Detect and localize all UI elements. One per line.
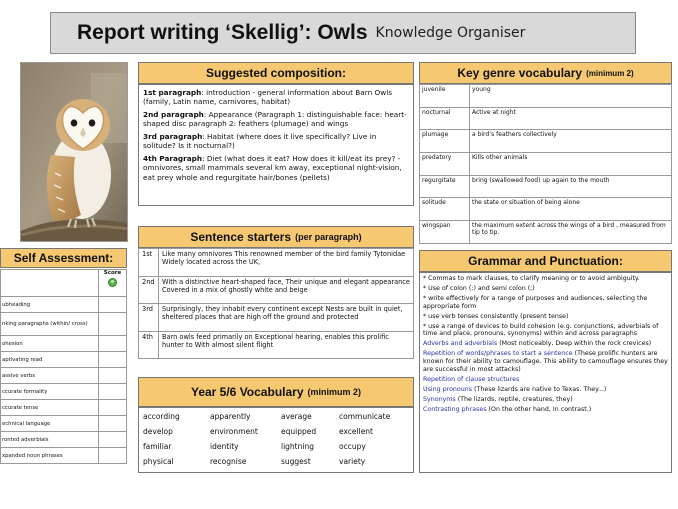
table-row bbox=[1, 270, 127, 297]
paragraph-label: 3rd paragraph bbox=[143, 132, 203, 141]
score-cell[interactable] bbox=[99, 352, 127, 368]
grammar-item-text: (On the other hand, In contrast.) bbox=[486, 405, 592, 413]
vocab-table bbox=[419, 84, 672, 244]
year56-vocab-panel bbox=[138, 407, 414, 473]
paragraph-number: 3rd bbox=[139, 304, 159, 332]
self-assessment-heading: Self Assessment: bbox=[0, 248, 127, 268]
vocab-word: excellent bbox=[339, 427, 374, 436]
composition-heading-text: Suggested composition: bbox=[205, 66, 346, 80]
vocab-word: variety bbox=[339, 457, 366, 466]
title-subtitle: Knowledge Organiser bbox=[375, 25, 526, 41]
barn-owl-photo bbox=[20, 62, 128, 242]
grammar-item-text: * Use of colon (:) and semi colon (;) bbox=[423, 285, 535, 292]
vocab-term: regurgitate bbox=[420, 175, 470, 198]
grammar-item-text: (These prolific hunters are known for their ability to camouflage. This ability to camouflage ensures they are successful in most attacks) bbox=[423, 350, 668, 373]
score-header-cell bbox=[99, 270, 127, 297]
grammar-item-label: Repetition of words/phrases to start a sentence bbox=[423, 350, 573, 358]
title-main: Report writing ‘Skellig’: Owls bbox=[77, 21, 368, 44]
grammar-panel bbox=[419, 272, 672, 473]
vocab-word: apparently bbox=[210, 412, 251, 421]
sentence-starters-note: (per paragraph) bbox=[295, 232, 362, 242]
vocab-definition: a bird’s feathers collectively bbox=[470, 130, 672, 153]
vocab-definition: Active at night bbox=[470, 107, 672, 130]
composition-paragraph-2 bbox=[143, 110, 409, 129]
criterion-label: ccurate formality bbox=[1, 384, 99, 400]
grammar-item bbox=[423, 275, 668, 283]
table-row bbox=[1, 432, 127, 448]
grammar-item bbox=[423, 285, 668, 293]
grammar-item bbox=[423, 406, 668, 414]
vocab-word: average bbox=[281, 412, 312, 421]
starter-text: Barn owls feed primarily on Exceptional hearing, enables this prolific hunter to With almost silent flight bbox=[159, 331, 414, 359]
grammar-item bbox=[423, 396, 668, 404]
vocab-term: juvenile bbox=[420, 85, 470, 108]
year56-heading-note: (minimum 2) bbox=[307, 387, 362, 397]
vocab-definition: bring (swallowed food) up again to the mouth bbox=[470, 175, 672, 198]
grammar-item-text: * use a range of devices to build cohesion (e.g. conjunctions, adverbials of time and place, pronouns, synonyms) within and across paragraphs bbox=[423, 322, 659, 338]
year56-heading-text: Year 5/6 Vocabulary bbox=[190, 385, 304, 399]
score-cell[interactable] bbox=[99, 400, 127, 416]
table-row bbox=[139, 331, 414, 359]
grammar-item bbox=[423, 340, 668, 348]
table-row bbox=[139, 304, 414, 332]
paragraph-text: : introduction - general information about Barn Owls (family, Latin name, carnivores, habitat) bbox=[143, 88, 393, 107]
paragraph-number: 4th bbox=[139, 331, 159, 359]
starter-text: With a distinctive heart-shaped face, Their unique and elegant appearance Covered in a mix of ghostly white and beige bbox=[159, 276, 414, 304]
grammar-item bbox=[423, 350, 668, 373]
page-title bbox=[50, 12, 636, 54]
starter-text: Like many omnivores This renowned member of the bird family Tytonidae Widely located across the UK, bbox=[159, 249, 414, 277]
score-label: Score bbox=[103, 270, 122, 276]
table-row bbox=[1, 336, 127, 352]
grammar-heading bbox=[419, 250, 672, 272]
paragraph-text: : Diet (what does it eat? How does it kill/eat its prey? - omnivores, small mammals several km away, exceptional night-vision, eat prey whole and regurgitate hair/bones (pellets) bbox=[143, 154, 402, 182]
score-cell[interactable] bbox=[99, 336, 127, 352]
sentence-starters-heading bbox=[138, 226, 414, 248]
vocab-word: environment bbox=[210, 427, 258, 436]
criteria-header-cell bbox=[1, 270, 99, 297]
table-row bbox=[139, 249, 414, 277]
vocab-definition: the maximum extent across the wings of a bird , measured from tip to tip. bbox=[470, 221, 672, 244]
paragraph-text: : Habitat (where does it live specifically? Live in solitude? Is it nocturnal?) bbox=[143, 132, 377, 151]
grammar-item-text: * write effectively for a range of purposes and audiences, selecting the appropriate form bbox=[423, 295, 648, 310]
vocab-word: lightning bbox=[281, 442, 314, 451]
vocab-word: suggest bbox=[281, 457, 311, 466]
year56-vocab-heading bbox=[138, 377, 414, 407]
paragraph-number: 1st bbox=[139, 249, 159, 277]
table-row bbox=[1, 416, 127, 432]
vocab-term: predatory bbox=[420, 153, 470, 176]
self-assessment-table bbox=[0, 269, 127, 464]
table-row bbox=[420, 153, 672, 176]
table-row bbox=[1, 384, 127, 400]
table-row bbox=[420, 175, 672, 198]
vocab-term: wingspan bbox=[420, 221, 470, 244]
table-row bbox=[420, 198, 672, 221]
paragraph-label: 1st paragraph bbox=[143, 88, 202, 97]
vocab-word: develop bbox=[143, 427, 173, 436]
score-cell[interactable] bbox=[99, 297, 127, 313]
grammar-item-label: Contrasting phrases bbox=[423, 405, 487, 413]
score-cell[interactable] bbox=[99, 448, 127, 464]
score-cell[interactable] bbox=[99, 432, 127, 448]
grammar-item-label: Repetition of clause structures bbox=[423, 375, 520, 383]
composition-heading bbox=[138, 62, 414, 84]
vocab-word: identity bbox=[210, 442, 239, 451]
paragraph-text: : Appearance (Paragraph 1: distinguishable face: heart-shaped disc paragraph 2: feathers (plumage) and wings bbox=[143, 110, 407, 129]
grammar-item bbox=[423, 386, 668, 394]
criterion-label: ronted adverbials bbox=[1, 432, 99, 448]
score-cell[interactable] bbox=[99, 416, 127, 432]
composition-panel bbox=[138, 84, 414, 206]
table-row bbox=[420, 221, 672, 244]
grammar-item-text: (These lizards are native to Texas. They...) bbox=[472, 385, 607, 393]
vocab-term: solitude bbox=[420, 198, 470, 221]
vocab-heading-note: (minimum 2) bbox=[586, 68, 634, 78]
sentence-starters-table bbox=[138, 248, 414, 359]
grammar-item-label: Synonyms bbox=[423, 395, 456, 403]
vocab-word: recognise bbox=[210, 457, 247, 466]
starter-text: Surprisingly, they inhabit every continent except Nests are built in quiet, sheltered places that are high off the ground and protected bbox=[159, 304, 414, 332]
vocab-word: equipped bbox=[281, 427, 317, 436]
paragraph-label: 2nd paragraph bbox=[143, 110, 204, 119]
vocab-heading-text: Key genre vocabulary bbox=[457, 66, 583, 80]
vocab-heading bbox=[419, 62, 672, 84]
vocab-word: occupy bbox=[339, 442, 366, 451]
grammar-item-text: * use verb tenses consistently (present tense) bbox=[423, 312, 569, 320]
vocab-term: nocturnal bbox=[420, 107, 470, 130]
table-row bbox=[420, 107, 672, 130]
composition-paragraph-4 bbox=[143, 154, 409, 182]
table-row bbox=[1, 448, 127, 464]
grammar-item bbox=[423, 376, 668, 384]
green-circle-icon bbox=[108, 278, 117, 287]
criterion-label: ohesion bbox=[1, 336, 99, 352]
barn-owl-illustration bbox=[21, 63, 128, 242]
criterion-label: xpanded noun phrases bbox=[1, 448, 99, 464]
vocab-word: communicate bbox=[339, 412, 391, 421]
criterion-label: echnical language bbox=[1, 416, 99, 432]
criterion-label: aptivating read bbox=[1, 352, 99, 368]
sentence-starters-heading-text: Sentence starters bbox=[190, 230, 292, 244]
grammar-item-text: (Most noticeably, Deep within the rock crevices) bbox=[497, 340, 652, 348]
grammar-item-text: * Commas to mark clauses, to clarify meaning or to avoid ambiguity. bbox=[423, 275, 640, 282]
score-cell[interactable] bbox=[99, 313, 127, 336]
vocab-definition: young bbox=[470, 85, 672, 108]
paragraph-number: 2nd bbox=[139, 276, 159, 304]
table-row bbox=[139, 276, 414, 304]
grammar-item-label: Using pronouns bbox=[423, 385, 473, 393]
grammar-heading-text: Grammar and Punctuation: bbox=[468, 254, 623, 268]
criterion-label: nking paragraphs (within/ cross) bbox=[1, 313, 99, 336]
criterion-label: ccurate tense bbox=[1, 400, 99, 416]
vocab-word: physical bbox=[143, 457, 174, 466]
vocab-definition: the state or situation of being alone bbox=[470, 198, 672, 221]
vocab-definition: Kills other animals bbox=[470, 153, 672, 176]
table-row bbox=[1, 297, 127, 313]
grammar-item bbox=[423, 313, 668, 321]
year56-word-grid bbox=[143, 411, 409, 467]
grammar-item bbox=[423, 295, 668, 310]
vocab-term: plumage bbox=[420, 130, 470, 153]
paragraph-label: 4th Paragraph bbox=[143, 154, 203, 163]
table-row bbox=[1, 400, 127, 416]
vocab-word: according bbox=[143, 412, 180, 421]
grammar-item bbox=[423, 323, 668, 338]
table-row bbox=[1, 313, 127, 336]
composition-paragraph-3 bbox=[143, 132, 409, 151]
grammar-item-text: (The lizards, reptile, creatures, they) bbox=[455, 395, 573, 403]
criterion-label: assive verbs bbox=[1, 368, 99, 384]
table-row bbox=[420, 130, 672, 153]
score-cell[interactable] bbox=[99, 384, 127, 400]
score-cell[interactable] bbox=[99, 368, 127, 384]
table-row bbox=[1, 368, 127, 384]
grammar-item-label: Adverbs and adverbials bbox=[423, 340, 498, 348]
table-row bbox=[420, 85, 672, 108]
composition-paragraph-1 bbox=[143, 88, 409, 107]
table-row bbox=[1, 352, 127, 368]
criterion-label: ubheading bbox=[1, 297, 99, 313]
vocab-word: familiar bbox=[143, 442, 172, 451]
